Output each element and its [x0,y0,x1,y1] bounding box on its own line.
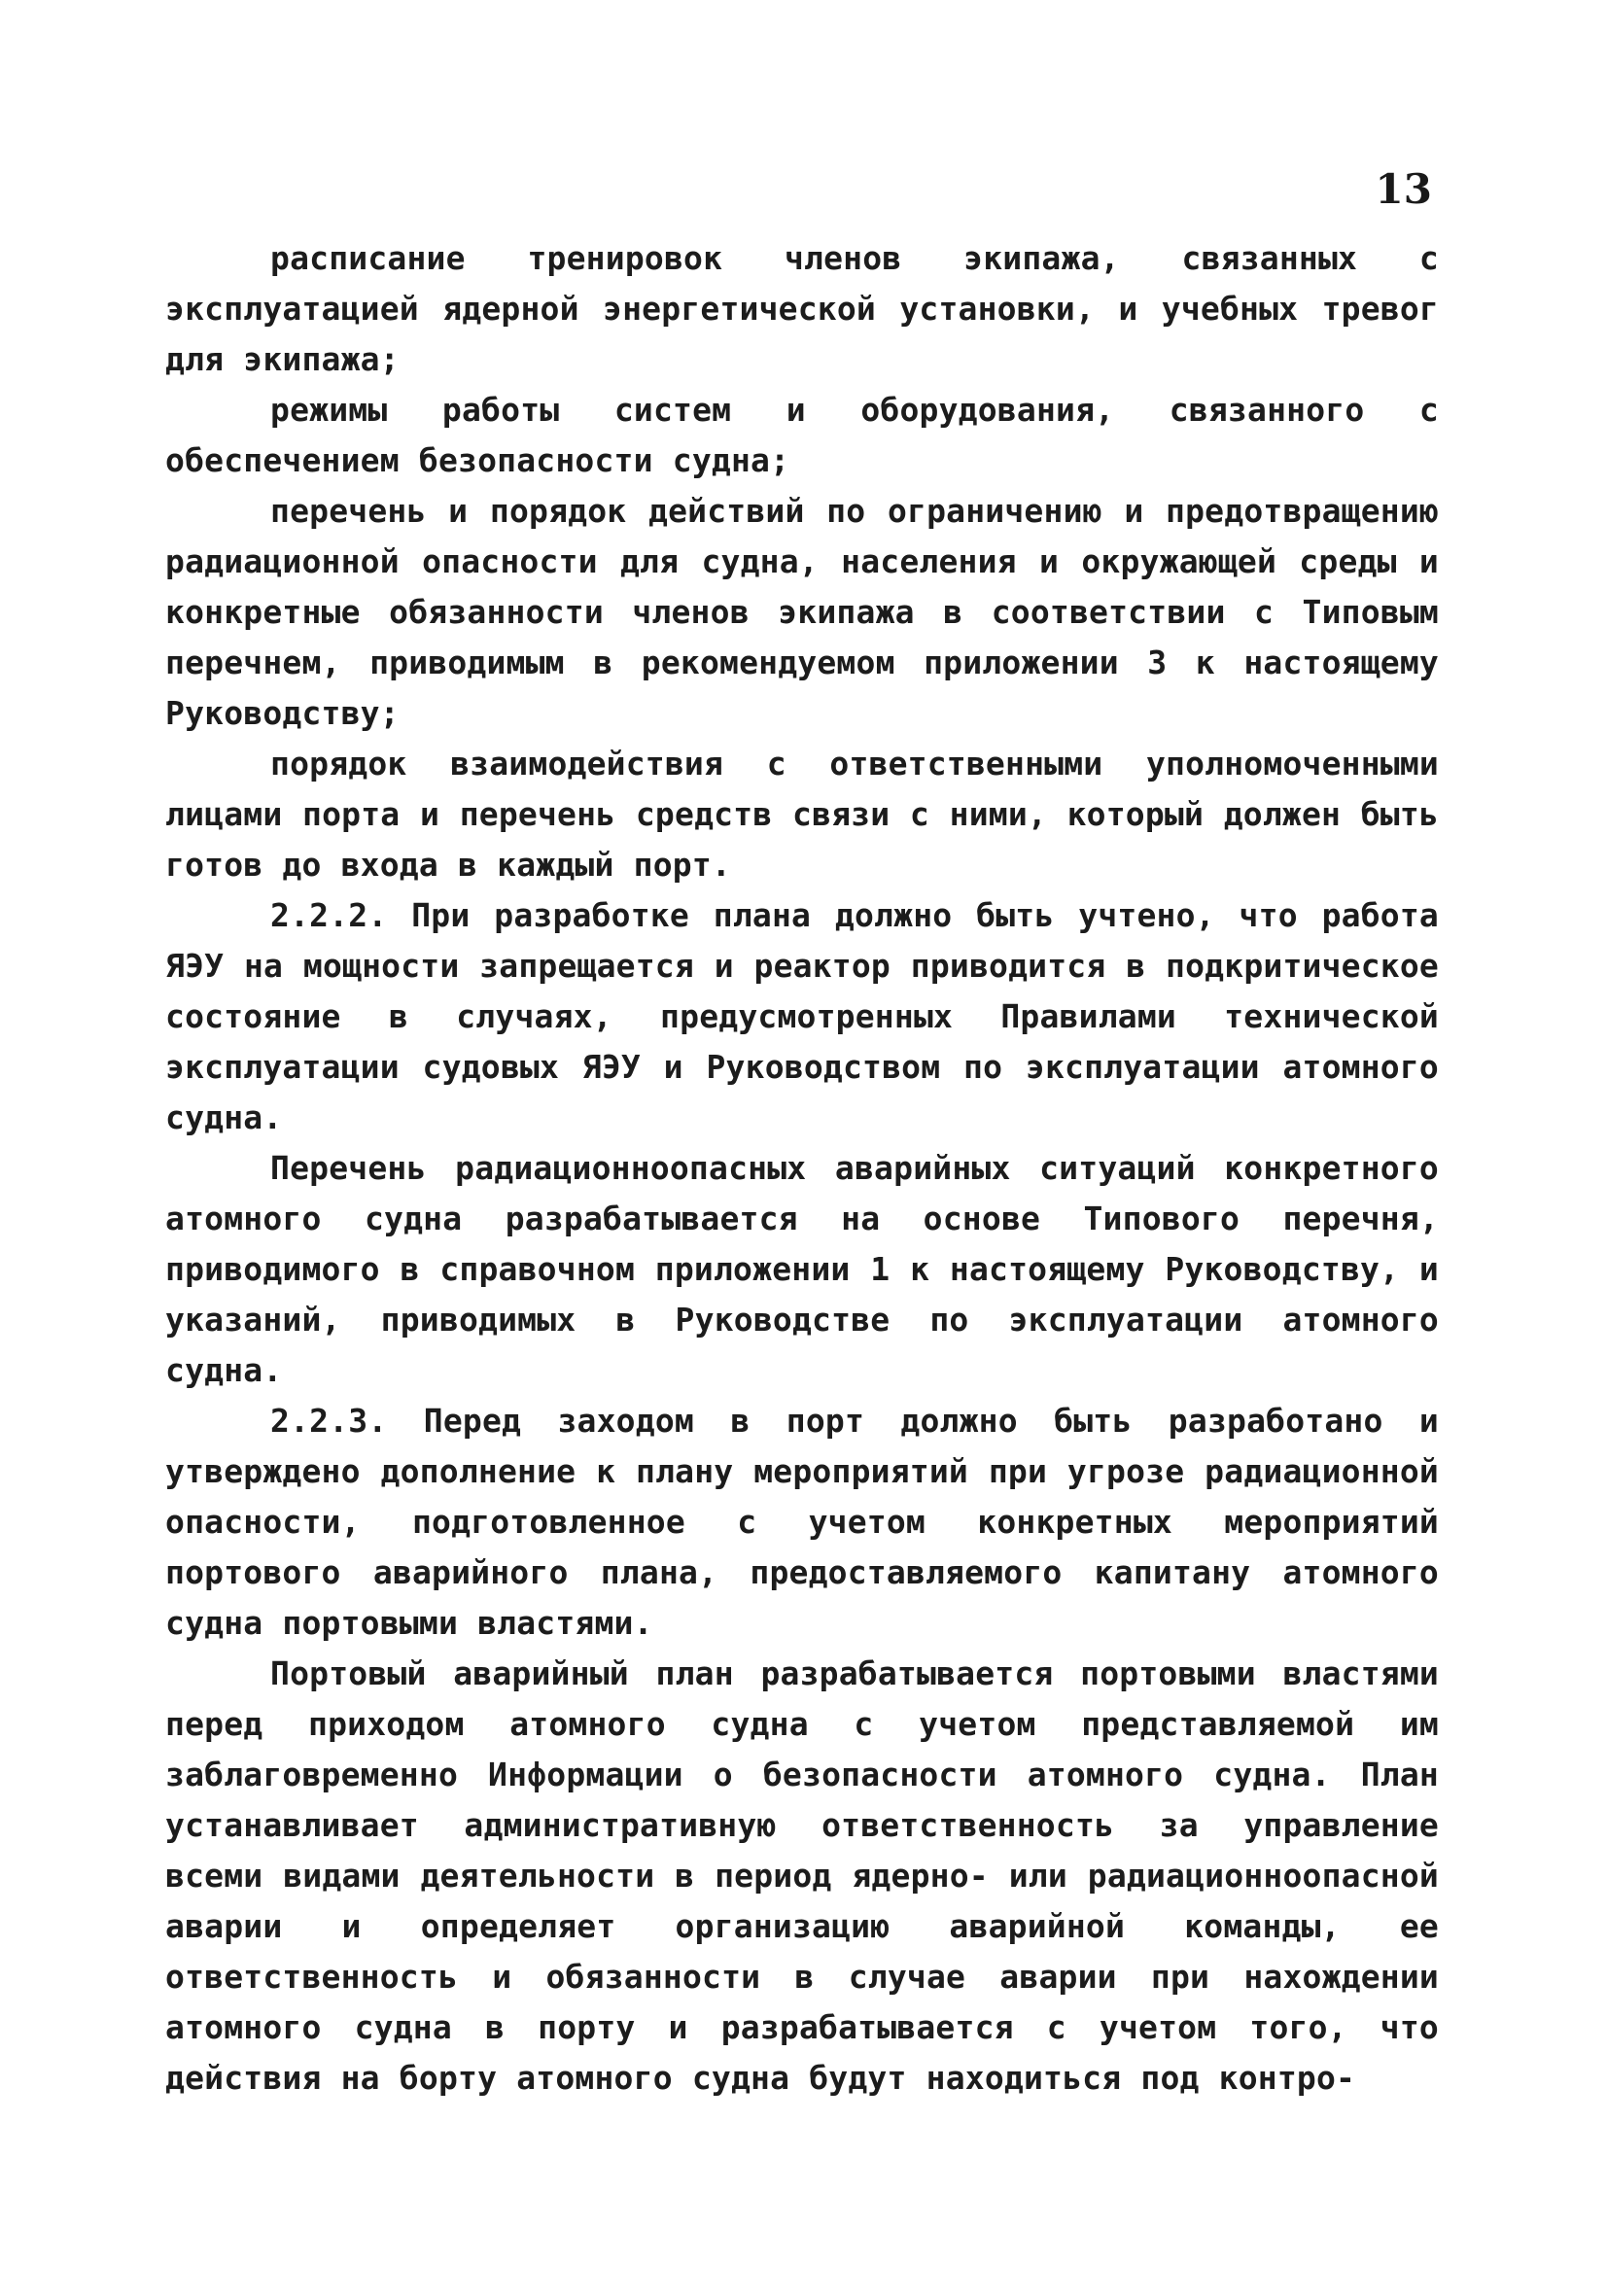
paragraph-emergency-list: Перечень радиационноопасных аварийных ситуаций конкретного атомного судна разрабатывается на основе Типового перечня, приводимого в справочном приложении 1 к настоящему Руководству, и указаний, приводимых в Руководстве по эксплуатации атомного судна. [165,1149,1439,1389]
paragraph-operating-modes: режимы работы систем и оборудования, связанного с обеспечением безопасности судна; [165,391,1439,479]
body-text [165,233,1439,2104]
paragraph-radiation-actions: перечень и порядок действий по ограничению и предотвращению радиационной опасности для судна, населения и окружающей среды и конкретные обязанности членов экипажа в соответствии с Типовым перечнем, приводимым в рекомендуемом приложении 3 к настоящему Руководству; [165,492,1439,732]
paragraph-port-emergency-plan: Портовый аварийный план разрабатывается портовыми властями перед приходом атомного судна с учетом представляемой им заблаговременно Информации о безопасности атомного судна. План устанавливает административную ответственность за управление всеми видами деятельности в период ядерно- или радиационноопасной аварии и определяет организацию аварийной команды, ее ответственность и обязанности в случае аварии при нахождении атомного судна в порту и разрабатывается с учетом того, что действия на борту атомного судна будут находиться под контро- [165,1654,1439,2097]
paragraph-port-interaction: порядок взаимодействия с ответственными уполномоченными лицами порта и перечень средств связи с ними, который должен быть готов до входа в каждый порт. [165,745,1439,884]
paragraph-section-2-2-2: 2.2.2. При разработке плана должно быть учтено, что работа ЯЭУ на мощности запрещается и реактор приводится в подкритическое состояние в случаях, предусмотренных Правилами технической эксплуатации судовых ЯЭУ и Руководством по эксплуатации атомного судна. [165,896,1439,1136]
paragraph-training-schedule: расписание тренировок членов экипажа, связанных с эксплуатацией ядерной энергетической установки, и учебных тревог для экипажа; [165,239,1439,378]
paragraph-section-2-2-3: 2.2.3. Перед заходом в порт должно быть разработано и утверждено дополнение к плану мероприятий при угрозе радиационной опасности, подготовленное с учетом конкретных мероприятий портового аварийного плана, предоставляемого капитану атомного судна портовыми властями. [165,1402,1439,1642]
page-number: 13 [1375,165,1432,213]
